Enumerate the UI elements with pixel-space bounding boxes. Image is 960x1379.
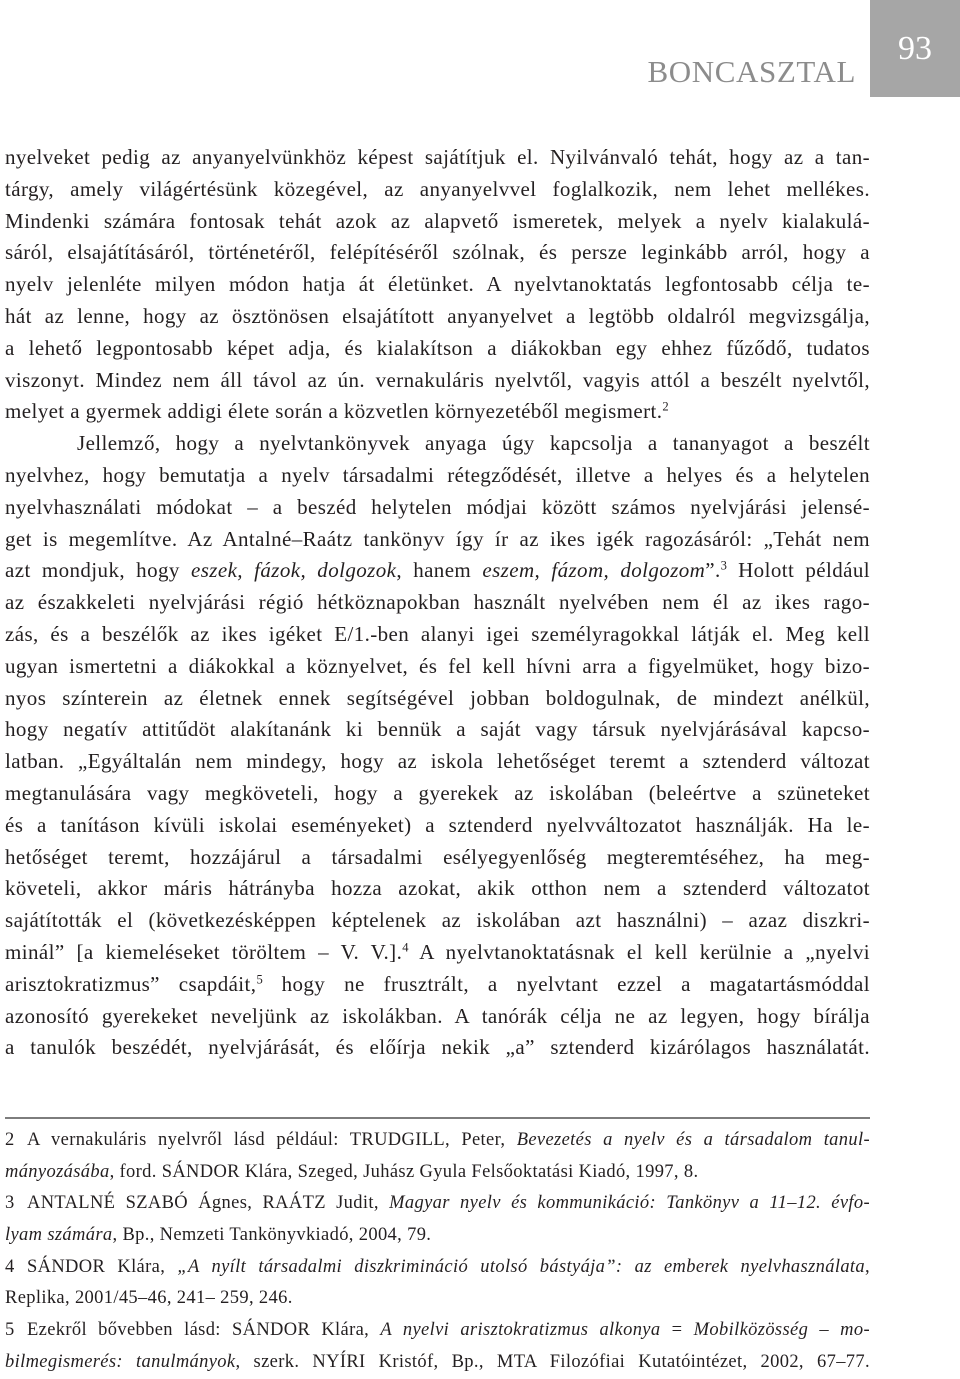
footnote-line xyxy=(5,1315,870,1347)
footnote-number: 3 xyxy=(5,1193,15,1214)
body-line xyxy=(5,396,870,428)
page-number-box xyxy=(870,0,960,97)
footnote-reference: 4 xyxy=(402,940,409,955)
footnote-line xyxy=(5,1220,870,1252)
body-line: Jellemző, hogy a nyelvtankönyvek anyaga úgy kapcsolja a tananyagot a beszélt xyxy=(77,431,870,456)
footnote-title-italic: A nyelvi arisztokratizmus alkonya xyxy=(380,1320,661,1341)
footnote-reference: 5 xyxy=(256,972,263,987)
footnote-title-italic: mányozásába xyxy=(5,1161,110,1182)
footnote xyxy=(5,1252,870,1315)
body-line: nyelvhez, hogy bemutatja a nyelv társadalmi rétegződését, illetve a helyes és a helytelen xyxy=(5,462,870,487)
footnotes xyxy=(5,1125,870,1379)
footnote-text: , Bp., Nemzeti Tankönyvkiadó, 2004, 79. xyxy=(112,1225,432,1246)
body-line: get is megemlítve. Az Antalné–Raátz tankönyv így ír az ikes igék ragozásáról: „Tehát nem xyxy=(5,526,870,551)
footnote-separator xyxy=(5,1117,870,1119)
footnote-reference: 3 xyxy=(720,558,727,573)
page-number: 93 xyxy=(898,30,932,67)
footnote-text: , ford. SÁNDOR Klára, Szeged, Juhász Gyula Felsőoktatási Kiadó, 1997, 8. xyxy=(109,1161,699,1182)
footnote-line xyxy=(5,1347,870,1379)
footnote xyxy=(5,1125,870,1188)
body-line: tárgy, amely világértésünk közegével, az anyanyelvvel foglalkozik, nem lehet mellékes. xyxy=(5,176,870,201)
body-line xyxy=(5,555,870,587)
body-line: sajátították el (következésképpen képtelenek az iskolában azt használni) – azaz diszkri- xyxy=(5,908,870,933)
body-line: az északkeleti nyelvjárási régió hétköznapokban használt nyelvében nem él az ikes rago- xyxy=(5,590,870,615)
footnote-title-italic: Bevezetés a nyelv és a társadalom tanul- xyxy=(516,1130,870,1150)
body-line: hogy negatív attitűdöt alakítanánk ki bennük a saját vagy társuk nyelvjárásával kapcso- xyxy=(5,717,870,742)
body-text-segment: , hanem xyxy=(396,558,483,583)
footnote-text: SÁNDOR Klára, xyxy=(27,1256,178,1277)
body-line xyxy=(5,937,870,969)
running-title: BONCASZTAL xyxy=(647,54,856,89)
footnote-text: = xyxy=(660,1320,694,1341)
body-line: sáról, elsajátításáról, történetéről, felépítéséről szólnak, és persze leginkább arról, hogy a xyxy=(5,240,870,265)
footnote-line: Replika, 2001/45–46, 241– 259, 246. xyxy=(5,1288,293,1309)
paragraph xyxy=(5,142,870,428)
body-line: nyelvhasználati módokat – a beszéd helytelen módjai között számos nyelvjárási jelensé- xyxy=(5,494,870,519)
body-line: megtanulására vagy megköveteli, hogy a gyerekek az iskolában (beleértve a szüneteket xyxy=(5,780,870,805)
body-line: zás, és a beszélők az ikes igéket E/1.-ben alanyi igei személyragokkal látják el. Meg kell xyxy=(5,621,870,646)
body-text-segment: hogy ne frusztrált, a nyelvtant ezzel a magatartásmóddal xyxy=(262,971,870,996)
footnote-title-italic: „A nyílt társadalmi diszkrimináció utolsó bástyája”: az emberek nyelvhasználata xyxy=(177,1256,866,1277)
body-line: a lehető legpontosabb képet adja, és kialakítson a diákokban egy ehhez fűződő, tudatos xyxy=(5,335,870,360)
body-line: a tanulók beszédét, nyelvjárását, és előírja nekik „a” sztenderd kizárólagos használatát. xyxy=(5,1035,870,1060)
footnote-text: Ezekről bővebben lásd: SÁNDOR Klára, xyxy=(27,1320,381,1341)
body-line: követeli, akkor máris hátrányba hozza azokat, akik otthon nem a sztenderd változatot xyxy=(5,876,870,901)
footnote-text: , szerk. NYÍRI Kristóf, Bp., MTA Filozófiai Kutatóintézet, 2002, 67–77. xyxy=(235,1351,870,1372)
footnote-title-italic: Magyar nyelv és kommunikáció: Tankönyv a 11–12. évfo- xyxy=(389,1193,870,1214)
footnote-number: 5 xyxy=(5,1320,15,1341)
body-text-segment: A nyelvtanoktatásnak el kell kerülnie a „nyelvi xyxy=(408,939,870,964)
footnote-text: ANTALNÉ SZABÓ Ágnes, RAÁTZ Judit, xyxy=(27,1193,390,1214)
footnote-reference: 2 xyxy=(662,399,669,414)
body-line: hetőséget teremt, hozzájárul a társadalmi esélyegyenlőség megteremtéséhez, ha meg- xyxy=(5,844,870,869)
body-line: azonosító gyerekeket neveljünk az iskolákban. A tanórák célja ne az legyen, hogy bírálja xyxy=(5,1003,870,1028)
main-text xyxy=(5,142,870,1064)
footnote-number: 2 xyxy=(5,1130,15,1150)
body-line: nyelv jelenléte milyen módon hatja át életünket. A nyelvtanoktatás legfontosabb célja te- xyxy=(5,272,870,297)
italic-example-words: eszem, fázom, dolgozom xyxy=(482,558,706,583)
body-line: nyos színterein az életnek ennek segítségével jobban boldogulnak, de mindezt anélkül, xyxy=(5,685,870,710)
italic-example-words: eszek, fázok, dolgozok xyxy=(190,558,397,583)
footnote-line xyxy=(5,1125,870,1157)
body-text-segment: arisztokratizmus” csapdáit, xyxy=(5,971,257,996)
footnote-text: A vernakuláris nyelvről lásd például: TRUDGILL, Peter, xyxy=(27,1130,517,1150)
body-text-segment: ”. xyxy=(705,558,721,583)
footnote xyxy=(5,1188,870,1251)
footnote-number: 4 xyxy=(5,1256,15,1277)
footnote-line xyxy=(5,1188,870,1220)
body-line: és a tanításon kívüli iskolai eseményeket) a sztenderd nyelvváltozatot használják. Ha le- xyxy=(5,812,870,837)
footnote-title-italic: Mobilközösség – mo- xyxy=(693,1320,870,1341)
body-line: latban. „Egyáltalán nem mindegy, hogy az iskola lehetőséget teremt a sztenderd változat xyxy=(5,749,870,774)
footnote-title-italic: lyam számára xyxy=(5,1225,113,1246)
body-text-segment: minál” [a kiemeléseket töröltem – V. V.]. xyxy=(5,939,403,964)
body-line: ugyan ismertetni a diákokkal a köznyelvet, és fel kell hívni arra a figyelmüket, hogy bizo- xyxy=(5,653,870,678)
body-line: viszonyt. Mindez nem áll távol az ún. vernakuláris nyelvtől, vagyis attól a beszélt nyelvtől, xyxy=(5,367,870,392)
body-text-segment: melyet a gyermek addigi élete során a közvetlen környezetéből megismert. xyxy=(5,399,663,424)
body-line: nyelveket pedig az anyanyelvünkhöz képest sajátítjuk el. Nyilvánvaló tehát, hogy az a tan- xyxy=(5,145,870,169)
body-text-segment: Holott például xyxy=(726,558,870,583)
footnote xyxy=(5,1315,870,1378)
paragraph xyxy=(5,428,870,1064)
body-line: Mindenki számára fontosak tehát azok az alapvető ismeretek, melyek a nyelv kialakulá- xyxy=(5,208,870,233)
footnote-line xyxy=(5,1252,870,1284)
body-text-segment: azt mondjuk, hogy xyxy=(5,558,191,583)
footnote-line xyxy=(5,1157,870,1189)
body-line xyxy=(5,969,870,1001)
body-line: hát az lenne, hogy az ösztönösen elsajátított anyanyelvet a legtöbb oldalról megvizsgálja, xyxy=(5,303,870,328)
footnote-title-italic: bilmegismerés: tanulmányok xyxy=(5,1351,236,1372)
footnote-text: , xyxy=(865,1256,870,1277)
